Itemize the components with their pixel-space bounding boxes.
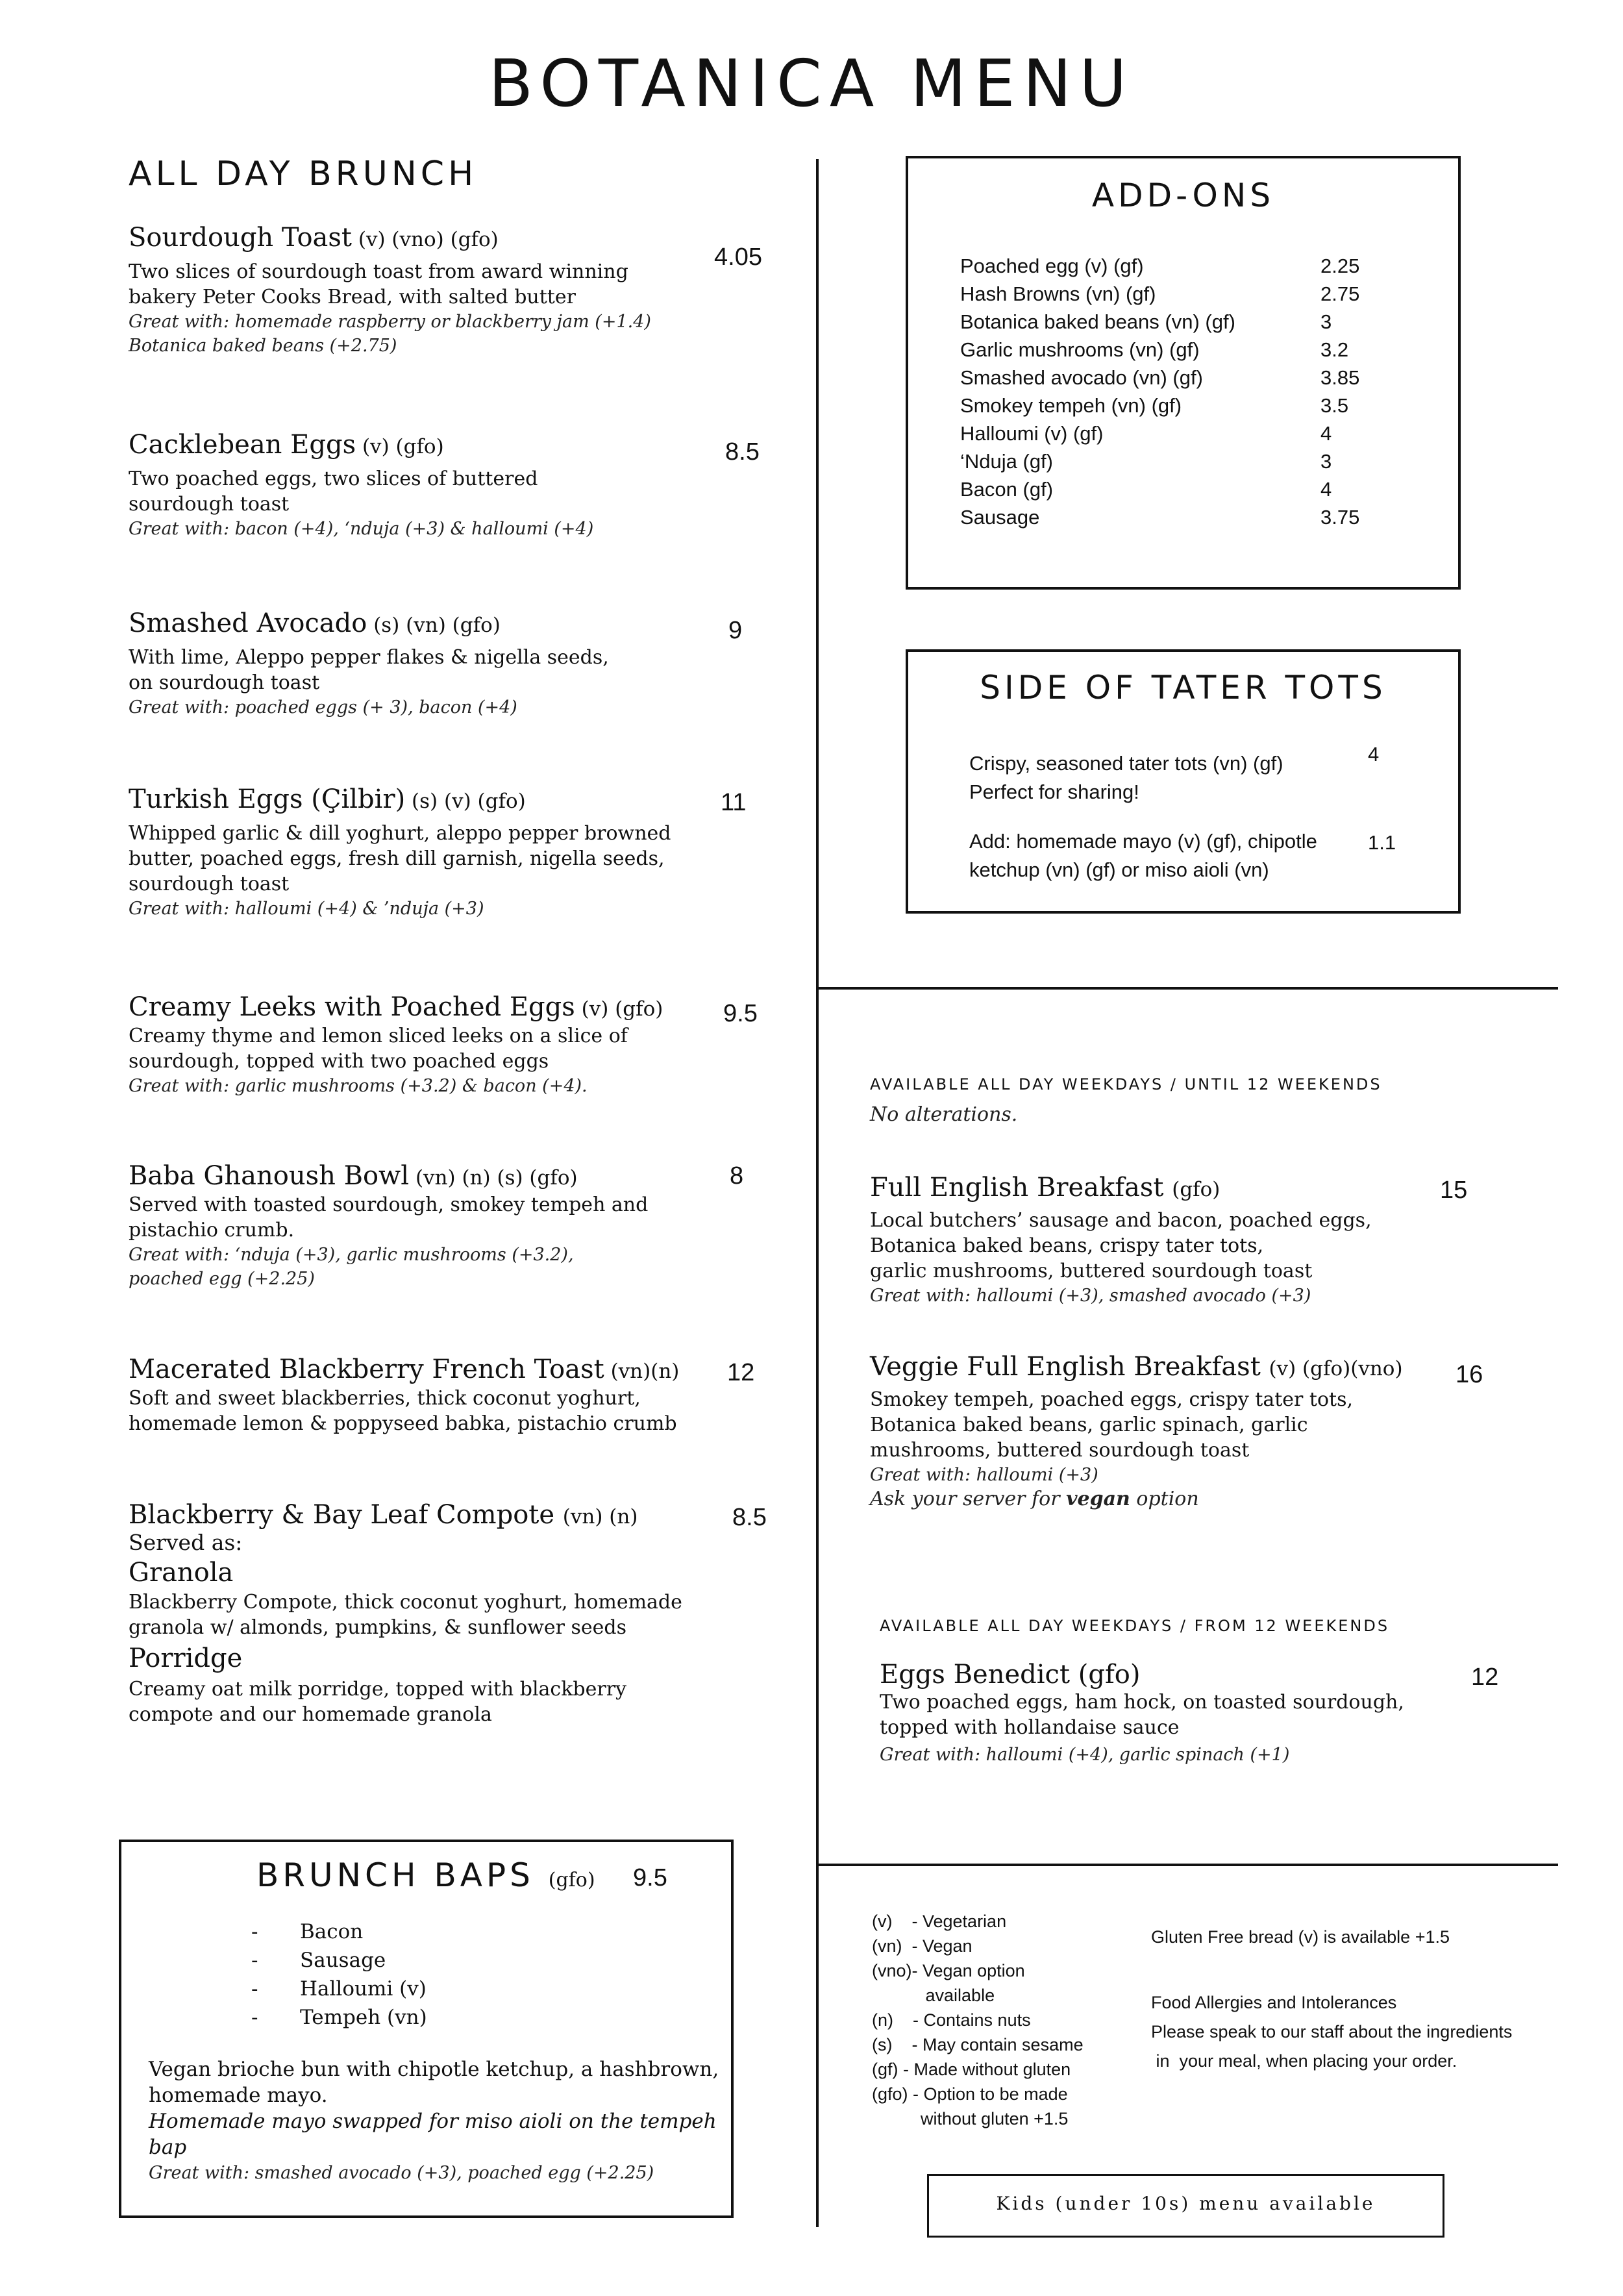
bap-option <box>251 1949 427 1977</box>
kids-menu-box <box>927 2174 1444 2238</box>
full-english-desc-1: Local butchers’ sausage and bacon, poached eggs, <box>870 1209 1372 1232</box>
legend-entry: (n) - Contains nuts <box>872 2010 1031 2030</box>
veggie-english-price: 16 <box>1456 1361 1483 1388</box>
tater-tots-heading: SIDE OF TATER TOTS <box>980 669 1387 706</box>
brunch-item-name-line <box>129 223 713 253</box>
full-english-price: 15 <box>1440 1177 1468 1204</box>
legend-entry: available <box>872 1986 995 2005</box>
bap-option <box>251 2006 427 2034</box>
kids-menu-note: Kids (under 10s) menu available <box>996 2193 1376 2214</box>
brunch-item-name-line <box>129 784 713 814</box>
benedict-availability: AVAILABLE ALL DAY WEEKDAYS / FROM 12 WEEKENDS <box>880 1617 1390 1635</box>
brunch-item <box>129 784 713 921</box>
benedict-name: Eggs Benedict (gfo) <box>880 1660 1141 1690</box>
brunch-item-great-with: Great with: bacon (+4), ‘nduja (+3) & halloumi (+4) <box>129 519 594 539</box>
bap-option <box>251 1920 427 1949</box>
add-on-price: 3 <box>1320 450 1332 473</box>
brunch-item-desc: bakery Peter Cooks Bread, with salted butter <box>129 286 576 308</box>
brunch-item-tags: (s) (vn) (gfo) <box>367 614 501 637</box>
compote-name-line <box>129 1500 713 1530</box>
add-on-price: 3.2 <box>1320 338 1349 361</box>
compote-served-as: Served as: <box>129 1530 243 1555</box>
add-on-price: 4 <box>1320 422 1332 445</box>
brunch-item-price: 4.05 <box>714 243 762 271</box>
brunch-item <box>129 608 713 719</box>
brunch-item-desc: homemade lemon & poppyseed babka, pistachio crumb <box>129 1412 677 1435</box>
bap-option-dash: - <box>251 2006 258 2029</box>
brunch-item-great-with: Great with: poached eggs (+ 3), bacon (+4) <box>129 697 517 718</box>
add-on-row <box>960 422 1359 450</box>
add-on-price: 2.75 <box>1320 282 1360 305</box>
add-on-row <box>960 282 1359 310</box>
brunch-item-desc: pistachio crumb. <box>129 1219 295 1242</box>
brunch-baps-heading: BRUNCH BAPS <box>256 1856 534 1894</box>
baps-italic-2: bap <box>149 2136 187 2159</box>
brunch-item-great-with: Great with: garlic mushrooms (+3.2) & bacon (+4). <box>129 1076 588 1096</box>
add-on-row <box>960 366 1359 394</box>
brunch-item-desc: sourdough toast <box>129 873 290 895</box>
spacer <box>129 253 713 259</box>
porridge-desc-2: compote and our homemade granola <box>129 1703 492 1726</box>
allergy-line-1: Please speak to our staff about the ingredients <box>1151 2022 1513 2041</box>
brunch-baps-price: 9.5 <box>633 1864 667 1891</box>
porridge-desc-1: Creamy oat milk porridge, topped with blackberry <box>129 1678 626 1701</box>
brunch-baps-heading-line <box>256 1856 595 1894</box>
veggie-english-tags: (v) (gfo)(vno) <box>1269 1357 1403 1380</box>
brunch-item-desc: Two slices of sourdough toast from award winning <box>129 260 628 283</box>
bap-option <box>251 1977 427 2006</box>
allergy-line-2: in your meal, when placing your order. <box>1151 2051 1457 2071</box>
brunch-item-price: 11 <box>721 789 747 816</box>
brunch-item-name: Creamy Leeks with Poached Eggs <box>129 992 575 1022</box>
add-on-name: Sausage <box>960 506 1040 529</box>
add-on-price: 4 <box>1320 478 1332 501</box>
dietary-legend <box>872 1909 1084 2131</box>
all-day-brunch-heading: ALL DAY BRUNCH <box>129 155 478 193</box>
brunch-item-tags: (v) (gfo) <box>356 435 444 458</box>
add-on-row <box>960 338 1359 366</box>
brunch-item-price: 12 <box>727 1359 755 1386</box>
compote-price: 8.5 <box>732 1504 767 1531</box>
brunch-item <box>129 430 713 541</box>
brunch-item-name: Sourdough Toast <box>129 223 353 253</box>
veggie-english-name-line <box>870 1352 1435 1382</box>
brunch-item <box>129 1354 713 1436</box>
brunch-item-name: Smashed Avocado <box>129 608 367 638</box>
brunch-item-desc: Two poached eggs, two slices of buttered <box>129 468 538 490</box>
add-on-price: 3.85 <box>1320 366 1360 389</box>
benedict-desc-1: Two poached eggs, ham hock, on toasted sourdough, <box>880 1691 1404 1714</box>
benedict-price: 12 <box>1471 1664 1499 1691</box>
veggie-english-name: Veggie Full English Breakfast <box>870 1352 1261 1382</box>
brunch-item-tags: (vn) (n) (s) (gfo) <box>409 1166 578 1190</box>
tater-tots-add-1: Add: homemade mayo (v) (gf), chipotle <box>969 830 1317 853</box>
benedict-great-with: Great with: halloumi (+4), garlic spinach (+1) <box>880 1745 1290 1765</box>
benedict-desc-2: topped with hollandaise sauce <box>880 1716 1180 1739</box>
add-on-price: 3.5 <box>1320 394 1349 417</box>
brunch-item-name: Macerated Blackberry French Toast <box>129 1354 604 1384</box>
bap-option-dash: - <box>251 1920 258 1943</box>
spacer <box>129 814 713 821</box>
tater-tots-add-2: ketchup (vn) (gf) or miso aioli (vn) <box>969 858 1269 881</box>
full-english-desc-2: Botanica baked beans, crispy tater tots, <box>870 1234 1264 1257</box>
add-on-name: Botanica baked beans (vn) (gf) <box>960 310 1235 333</box>
spacer <box>870 1382 1435 1387</box>
menu-title: BOTANICA MENU <box>488 45 1135 121</box>
legend-entry: (s) - May contain sesame <box>872 2035 1084 2054</box>
compote-item <box>129 1500 713 1727</box>
tater-tots-spacer <box>969 806 1317 827</box>
add-on-row <box>960 506 1359 534</box>
add-on-name: Poached egg (v) (gf) <box>960 255 1144 277</box>
bap-option-label: Tempeh (vn) <box>300 2006 427 2029</box>
tater-tots-add-price: 1.1 <box>1368 831 1396 854</box>
tater-tots-line-1: Crispy, seasoned tater tots (vn) (gf) <box>969 752 1283 775</box>
bap-option-dash: - <box>251 1977 258 2001</box>
brunch-item-tags: (s) (v) (gfo) <box>405 790 526 813</box>
add-ons-list <box>960 255 1359 534</box>
porridge-title: Porridge <box>129 1643 243 1673</box>
baps-desc-1: Vegan brioche bun with chipotle ketchup, a hashbrown, <box>149 2058 719 2081</box>
brunch-item-desc: sourdough, topped with two poached eggs <box>129 1050 549 1073</box>
granola-title: Granola <box>129 1558 234 1588</box>
ask-bold: vegan <box>1066 1488 1130 1510</box>
veggie-english-great-with: Great with: halloumi (+3) <box>870 1465 1098 1485</box>
brunch-item-desc: butter, poached eggs, fresh dill garnish, nigella seeds, <box>129 847 665 870</box>
full-english-name-line <box>870 1173 1428 1203</box>
gluten-free-note: Gluten Free bread (v) is available +1.5 <box>1151 1927 1450 1947</box>
bap-option-label: Sausage <box>300 1949 386 1972</box>
brunch-item-desc: Soft and sweet blackberries, thick coconut yoghurt, <box>129 1387 641 1410</box>
add-on-name: Smokey tempeh (vn) (gf) <box>960 394 1182 417</box>
add-on-row <box>960 394 1359 422</box>
brunch-item <box>129 223 713 358</box>
brunch-item-tags: (vn)(n) <box>604 1360 680 1383</box>
compote-tags: (vn) (n) <box>562 1505 638 1529</box>
spacer <box>870 1203 1428 1208</box>
brunch-item-great-with: poached egg (+2.25) <box>129 1269 315 1289</box>
baps-italic-1: Homemade mayo swapped for miso aioli on the tempeh <box>149 2110 717 2133</box>
column-divider <box>816 159 819 2227</box>
brunch-item-price: 9 <box>728 617 743 644</box>
legend-entry: (gf) - Made without gluten <box>872 2060 1071 2079</box>
brunch-item-desc: Whipped garlic & dill yoghurt, aleppo pepper browned <box>129 822 671 845</box>
full-english-tags: (gfo) <box>1172 1178 1220 1201</box>
brunch-item-desc: sourdough toast <box>129 493 290 516</box>
add-on-name: ‘Nduja (gf) <box>960 450 1053 473</box>
add-on-row <box>960 310 1359 338</box>
add-on-name: Bacon (gf) <box>960 478 1054 501</box>
brunch-item <box>129 1161 713 1291</box>
brunch-item <box>129 992 713 1098</box>
brunch-item-name-line <box>129 1354 713 1384</box>
add-on-name: Hash Browns (vn) (gf) <box>960 282 1156 305</box>
allergy-note <box>1151 1988 1512 2076</box>
add-on-price: 2.25 <box>1320 255 1360 277</box>
full-english-name: Full English Breakfast <box>870 1173 1164 1203</box>
spacer <box>129 460 713 466</box>
add-ons-heading: ADD-ONS <box>1091 177 1275 214</box>
brunch-item-desc: on sourdough toast <box>129 671 320 694</box>
add-on-name: Halloumi (v) (gf) <box>960 422 1104 445</box>
veggie-english-ask <box>870 1487 1435 1511</box>
legend-entry: (gfo) - Option to be made <box>872 2084 1068 2104</box>
full-english-great-with: Great with: halloumi (+3), smashed avocado (+3) <box>870 1286 1311 1306</box>
bap-option-dash: - <box>251 1949 258 1972</box>
right-divider-1 <box>816 987 1558 990</box>
brunch-item-desc: With lime, Aleppo pepper flakes & nigella seeds, <box>129 646 609 669</box>
ask-post: option <box>1130 1488 1199 1510</box>
brunch-item-name: Baba Ghanoush Bowl <box>129 1161 410 1191</box>
veggie-english-desc-2: Botanica baked beans, garlic spinach, garlic <box>870 1414 1308 1436</box>
brunch-item-price: 8.5 <box>725 438 760 466</box>
tater-tots-line-2: Perfect for sharing! <box>969 780 1139 803</box>
brunch-item-tags: (v) (vno) (gfo) <box>352 228 499 251</box>
brunch-item-great-with: Great with: homemade raspberry or blackberry jam (+1.4) <box>129 312 651 332</box>
tater-tots-text <box>969 749 1317 884</box>
veggie-english-desc-3: mushrooms, buttered sourdough toast <box>870 1439 1250 1462</box>
add-ons-box <box>906 156 1461 590</box>
full-english-desc-3: garlic mushrooms, buttered sourdough toast <box>870 1260 1313 1282</box>
add-on-row <box>960 255 1359 282</box>
brunch-item-desc: Creamy thyme and lemon sliced leeks on a slice of <box>129 1025 628 1047</box>
add-on-price: 3.75 <box>1320 506 1360 529</box>
granola-desc-2: granola w/ almonds, pumpkins, & sunflower seeds <box>129 1616 627 1639</box>
legend-entry: (vn) - Vegan <box>872 1936 973 1956</box>
tater-tots-box <box>906 649 1461 914</box>
baps-desc-2: homemade mayo. <box>149 2084 328 2107</box>
breakfast-availability: AVAILABLE ALL DAY WEEKDAYS / UNTIL 12 WEEKENDS <box>870 1075 1382 1093</box>
brunch-item-great-with: Botanica baked beans (+2.75) <box>129 336 397 356</box>
brunch-item-price: 8 <box>730 1162 744 1190</box>
add-on-price: 3 <box>1320 310 1332 333</box>
brunch-item-name: Turkish Eggs (Çilbir) <box>129 784 406 814</box>
granola-desc-1: Blackberry Compote, thick coconut yoghurt, homemade <box>129 1591 682 1614</box>
brunch-item-name-line <box>129 430 713 460</box>
baps-great-with: Great with: smashed avocado (+3), poached egg (+2.25) <box>149 2163 654 2183</box>
legend-entry: without gluten +1.5 <box>872 2109 1069 2128</box>
brunch-item-name-line <box>129 1161 713 1191</box>
breakfast-note: No alterations. <box>870 1103 1018 1126</box>
add-on-row <box>960 478 1359 506</box>
add-on-name: Smashed avocado (vn) (gf) <box>960 366 1203 389</box>
add-on-row <box>960 450 1359 478</box>
legend-entry: (v) - Vegetarian <box>872 1912 1007 1931</box>
bap-option-label: Halloumi (v) <box>300 1977 427 2001</box>
spacer <box>129 638 713 645</box>
allergy-title: Food Allergies and Intolerances <box>1151 1993 1397 2012</box>
brunch-item-desc: Served with toasted sourdough, smokey tempeh and <box>129 1193 649 1216</box>
veggie-english-desc-1: Smokey tempeh, poached eggs, crispy tater tots, <box>870 1388 1354 1411</box>
full-english-item <box>870 1173 1428 1308</box>
brunch-item-price: 9.5 <box>723 1000 758 1027</box>
brunch-item-name: Cacklebean Eggs <box>129 430 356 460</box>
brunch-item-great-with: Great with: halloumi (+4) & ’nduja (+3) <box>129 899 484 919</box>
brunch-baps-tags: (gfo) <box>548 1869 595 1891</box>
bap-option-label: Bacon <box>300 1920 364 1943</box>
compote-name: Blackberry & Bay Leaf Compote <box>129 1500 555 1530</box>
veggie-english-item <box>870 1352 1435 1511</box>
brunch-item-name-line <box>129 608 713 638</box>
brunch-item-name-line <box>129 992 713 1022</box>
add-on-name: Garlic mushrooms (vn) (gf) <box>960 338 1200 361</box>
legend-entry: (vno)- Vegan option <box>872 1961 1025 1980</box>
ask-pre: Ask your server for <box>870 1488 1067 1510</box>
brunch-item-great-with: Great with: ‘nduja (+3), garlic mushrooms (+3.2), <box>129 1245 574 1265</box>
brunch-baps-options <box>251 1920 427 2034</box>
brunch-baps-description <box>149 2056 720 2186</box>
benedict-item <box>880 1660 1438 1767</box>
tater-tots-price: 4 <box>1368 743 1380 766</box>
right-divider-2 <box>816 1864 1558 1866</box>
brunch-baps-box <box>119 1840 734 2218</box>
brunch-item-tags: (v) (gfo) <box>575 997 663 1021</box>
